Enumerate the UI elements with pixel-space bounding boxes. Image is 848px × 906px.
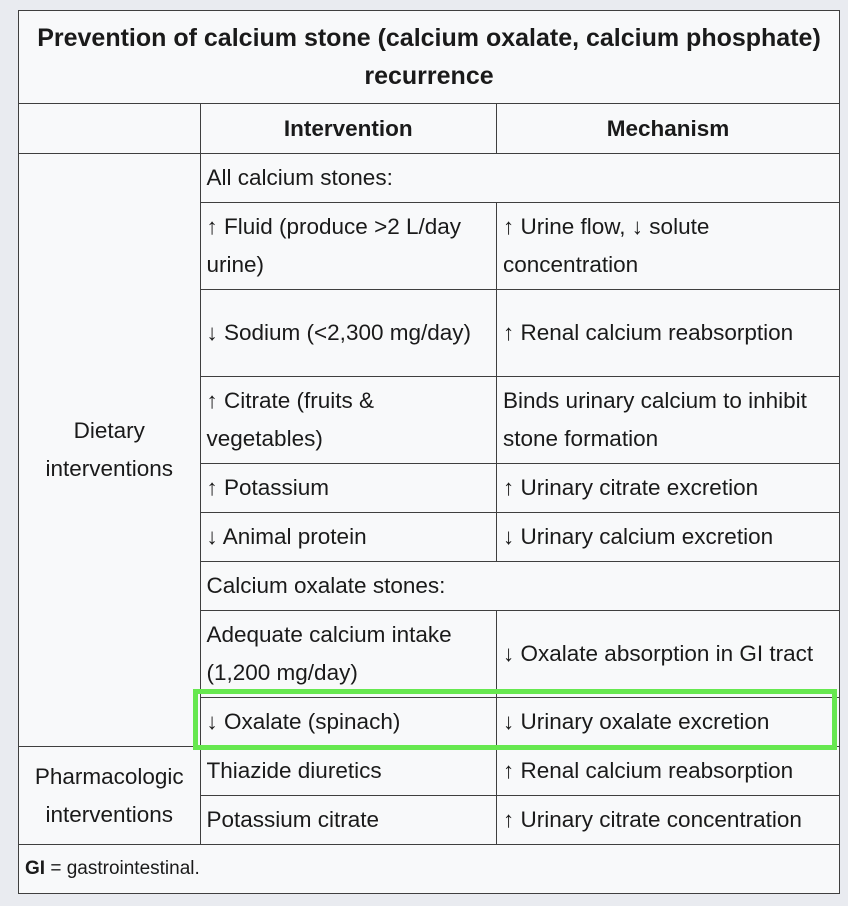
mechanism-cell: ↑ Urine flow, ↓ solute concentration: [497, 203, 840, 290]
footnote-abbr: GI: [25, 858, 46, 879]
group-dietary: Dietary interventions: [19, 154, 201, 747]
intervention-cell: ↑ Citrate (fruits & vegetables): [200, 377, 497, 464]
mechanism-cell: ↑ Urinary citrate concentration: [497, 796, 840, 845]
mechanism-cell: ↑ Urinary citrate excretion: [497, 464, 840, 513]
intervention-cell: ↑ Fluid (produce >2 L/day urine): [200, 203, 497, 290]
subheader-calcium-oxalate: Calcium oxalate stones:: [200, 562, 840, 611]
intervention-cell: Potassium citrate: [200, 796, 497, 845]
intervention-cell: ↓ Oxalate (spinach): [200, 698, 497, 747]
intervention-cell: ↑ Potassium: [200, 464, 497, 513]
header-intervention: Intervention: [200, 104, 497, 154]
intervention-cell: Adequate calcium intake (1,200 mg/day): [200, 611, 497, 698]
footnote-text: = gastrointestinal.: [45, 858, 200, 879]
intervention-cell: ↓ Sodium (<2,300 mg/day): [200, 290, 497, 377]
intervention-cell: Thiazide diuretics: [200, 747, 497, 796]
table-row: [19, 747, 840, 796]
table-container: [18, 10, 840, 894]
table-title: Prevention of calcium stone (calcium oxalate, calcium phosphate) recurrence: [19, 11, 840, 104]
prevention-table: [18, 10, 840, 894]
footnote: [19, 845, 840, 894]
intervention-cell: ↓ Animal protein: [200, 513, 497, 562]
header-blank: [19, 104, 201, 154]
mechanism-cell: ↓ Urinary oxalate excretion: [497, 698, 840, 747]
mechanism-cell: ↓ Urinary calcium excretion: [497, 513, 840, 562]
mechanism-cell: ↑ Renal calcium reabsorption: [497, 290, 840, 377]
header-mechanism: Mechanism: [497, 104, 840, 154]
group-pharmacologic: Pharmacologic interventions: [19, 747, 201, 845]
mechanism-cell: ↓ Oxalate absorption in GI tract: [497, 611, 840, 698]
mechanism-cell: Binds urinary calcium to inhibit stone formation: [497, 377, 840, 464]
subheader-all-calcium: All calcium stones:: [200, 154, 840, 203]
mechanism-cell: ↑ Renal calcium reabsorption: [497, 747, 840, 796]
